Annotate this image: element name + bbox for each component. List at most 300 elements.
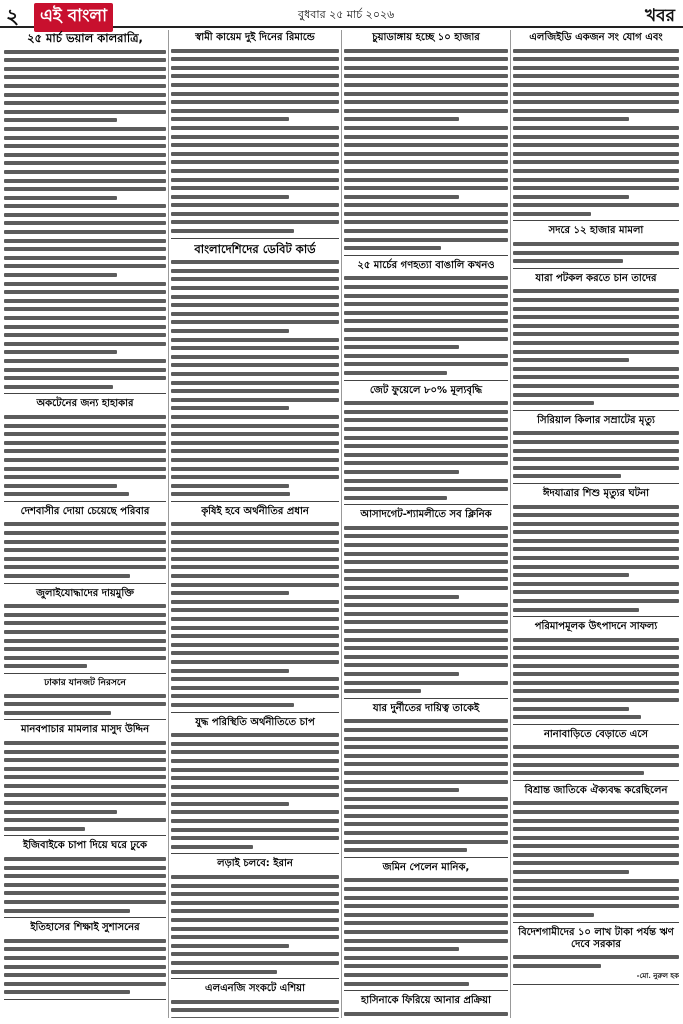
text-line xyxy=(4,187,166,191)
text-line xyxy=(4,711,111,715)
newspaper-logo[interactable]: এই বাংলা xyxy=(34,3,113,32)
text-line xyxy=(344,238,508,242)
text-line xyxy=(344,220,508,224)
text-line xyxy=(344,560,508,564)
text-line xyxy=(171,57,339,61)
text-line xyxy=(344,143,508,147)
text-line xyxy=(513,117,629,121)
column-2 xyxy=(171,30,339,1018)
text-line xyxy=(171,970,277,974)
text-line xyxy=(171,49,339,53)
text-line xyxy=(513,324,679,328)
text-line xyxy=(171,944,289,948)
text-line xyxy=(344,982,469,986)
text-line xyxy=(344,737,508,741)
text-line xyxy=(171,269,339,273)
text-line xyxy=(171,381,339,385)
news-article[interactable] xyxy=(513,32,679,221)
text-line xyxy=(513,698,679,702)
text-line xyxy=(4,93,166,97)
text-line xyxy=(344,788,459,792)
text-line xyxy=(344,878,508,882)
text-line xyxy=(4,793,166,797)
news-article[interactable] xyxy=(513,729,679,781)
text-line xyxy=(344,814,508,818)
text-line xyxy=(4,441,166,445)
text-line xyxy=(171,531,339,535)
text-line xyxy=(513,74,679,78)
text-line xyxy=(513,152,679,156)
text-line xyxy=(513,853,679,857)
article-headline[interactable]: যার দুর্নীতের দায়িত্ব তাকেই xyxy=(372,702,480,714)
text-line xyxy=(344,797,508,801)
news-article[interactable] xyxy=(4,506,166,584)
article-divider xyxy=(513,483,679,484)
text-line xyxy=(171,492,290,496)
text-line xyxy=(513,638,679,642)
article-body xyxy=(513,801,679,917)
text-line xyxy=(344,169,508,173)
text-line xyxy=(4,58,166,62)
text-line xyxy=(513,522,679,526)
text-line xyxy=(344,294,508,298)
text-line xyxy=(4,136,166,140)
text-line xyxy=(4,621,166,625)
text-line xyxy=(4,247,166,251)
text-line xyxy=(344,92,508,96)
text-line xyxy=(171,277,339,281)
text-line xyxy=(4,857,166,861)
article-headline[interactable]: ঢাকার যানজট নিরসনে xyxy=(44,677,126,688)
column-divider xyxy=(168,30,169,1018)
text-line xyxy=(171,884,339,888)
text-line xyxy=(513,367,679,371)
text-line xyxy=(171,432,339,436)
article-divider xyxy=(344,504,508,505)
news-article[interactable] xyxy=(171,506,339,713)
text-line xyxy=(344,939,508,943)
text-line xyxy=(171,286,339,290)
text-line xyxy=(344,444,508,448)
article-body xyxy=(513,505,679,612)
text-line xyxy=(344,577,508,581)
text-line xyxy=(171,785,339,789)
text-line xyxy=(344,913,508,917)
text-line xyxy=(344,57,508,61)
article-headline[interactable]: পরিমাপমূলক উৎপাদনে সাফল্য xyxy=(534,621,658,633)
article-headline[interactable]: যুদ্ধ পরিস্থিতি অর্থনীতিতে চাপ xyxy=(195,716,315,728)
text-line xyxy=(513,203,679,207)
news-article[interactable] xyxy=(4,588,166,674)
text-line xyxy=(171,703,294,707)
news-article[interactable] xyxy=(171,32,339,239)
text-line xyxy=(171,203,339,207)
article-headline[interactable]: ইতিহাসের শিক্ষাই সুশাসনের xyxy=(30,922,140,934)
text-line xyxy=(513,109,679,113)
text-line xyxy=(171,441,339,445)
article-headline[interactable]: জমিন পেলেন মানিক, xyxy=(382,861,470,873)
text-line xyxy=(171,143,339,147)
text-line xyxy=(171,169,339,173)
text-line xyxy=(171,634,339,638)
article-divider xyxy=(344,990,508,991)
text-line xyxy=(4,110,166,114)
text-line xyxy=(513,896,679,900)
section-title: খবর xyxy=(645,6,675,26)
news-article[interactable] xyxy=(4,398,166,502)
text-line xyxy=(4,973,166,977)
news-article[interactable] xyxy=(4,678,166,720)
news-article[interactable] xyxy=(4,922,166,1000)
text-line xyxy=(4,350,117,354)
article-divider xyxy=(513,922,679,923)
text-line xyxy=(171,892,339,896)
text-line xyxy=(344,496,447,500)
text-line xyxy=(4,801,166,805)
news-article[interactable] xyxy=(344,385,508,506)
news-article[interactable] xyxy=(4,724,166,836)
text-line xyxy=(171,229,294,233)
text-line xyxy=(344,534,508,538)
article-headline[interactable]: জেট ফুয়েলে ৮০% মূল্যবৃদ্ধি xyxy=(369,384,483,396)
text-line xyxy=(513,754,679,758)
article-headline[interactable]: বাংলাদেশিদের ডেবিট কার্ড xyxy=(194,241,316,256)
news-article[interactable] xyxy=(344,260,508,381)
text-line xyxy=(344,930,508,934)
text-line xyxy=(171,449,339,453)
article-headline[interactable]: বিদেশগামীদের ১০ লাখ টাকা পর্যন্ত ঋণ দেবে সরকার xyxy=(518,926,674,950)
text-line xyxy=(344,195,459,199)
article-divider xyxy=(4,999,166,1000)
text-line xyxy=(513,539,679,543)
text-line xyxy=(513,664,679,668)
text-line xyxy=(513,582,679,586)
text-line xyxy=(513,590,679,594)
article-headline[interactable]: কৃষিই হবে অর্থনীতির প্রধান xyxy=(201,505,309,517)
text-line xyxy=(4,639,166,643)
text-line xyxy=(513,681,679,685)
text-line xyxy=(171,591,289,595)
news-article[interactable] xyxy=(344,509,508,698)
text-line xyxy=(4,548,166,552)
article-body xyxy=(513,745,679,775)
text-line xyxy=(344,586,508,590)
text-line xyxy=(171,669,289,673)
text-line xyxy=(344,117,459,121)
text-line xyxy=(513,100,679,104)
article-divider xyxy=(4,917,166,918)
article-headline[interactable]: নানাবাড়িতে বেড়াতে এসে xyxy=(543,728,649,740)
text-line xyxy=(513,341,679,345)
article-body xyxy=(4,415,166,496)
text-line xyxy=(4,458,166,462)
text-line xyxy=(4,127,166,131)
text-line xyxy=(344,126,508,130)
text-line xyxy=(513,913,594,917)
text-line xyxy=(344,689,421,693)
text-line xyxy=(513,513,679,517)
news-article[interactable] xyxy=(171,243,339,502)
article-body xyxy=(344,401,508,500)
text-line xyxy=(344,887,508,891)
text-line xyxy=(513,879,679,883)
text-line xyxy=(171,875,339,879)
article-headline[interactable]: দেশবাসীর দোয়া চেয়েছে পরিবার xyxy=(20,505,150,517)
text-line xyxy=(171,776,339,780)
news-article[interactable] xyxy=(344,703,508,858)
article-headline[interactable]: স্বামী কায়েম দুই দিনের রিমান্ডে xyxy=(195,32,315,43)
text-line xyxy=(513,457,679,461)
article-body xyxy=(344,49,508,251)
news-article[interactable] xyxy=(344,995,508,1018)
text-line xyxy=(513,819,679,823)
text-line xyxy=(513,242,679,246)
text-line xyxy=(4,75,166,79)
text-line xyxy=(4,866,166,870)
text-line xyxy=(171,583,339,587)
text-line xyxy=(513,375,679,379)
article-body xyxy=(513,431,679,478)
news-article[interactable] xyxy=(513,785,679,923)
article-divider xyxy=(344,857,508,858)
text-line xyxy=(171,759,339,763)
text-line xyxy=(171,260,339,264)
text-line xyxy=(171,398,339,402)
text-line xyxy=(171,522,339,526)
text-line xyxy=(513,573,629,577)
article-body xyxy=(344,719,508,852)
text-line xyxy=(4,656,166,660)
text-line xyxy=(513,955,679,959)
text-line xyxy=(513,332,679,336)
text-line xyxy=(171,220,339,224)
news-article[interactable] xyxy=(4,840,166,918)
text-line xyxy=(4,565,166,569)
article-headline[interactable]: অকটেনের জন্য হাহাকার xyxy=(36,398,134,410)
text-line xyxy=(344,896,508,900)
text-line xyxy=(344,780,508,784)
news-article[interactable] xyxy=(344,32,508,256)
text-line xyxy=(171,557,339,561)
text-line xyxy=(171,901,339,905)
article-headline[interactable]: এলজিইডি একজন সং যোগ এবং xyxy=(529,32,663,43)
text-line xyxy=(171,363,339,367)
text-line xyxy=(513,178,679,182)
text-line xyxy=(344,663,508,667)
text-line xyxy=(344,461,508,465)
article-divider xyxy=(513,724,679,725)
text-line xyxy=(4,239,166,243)
article-body xyxy=(344,526,508,693)
text-line xyxy=(344,152,508,156)
article-headline[interactable]: লড়াই চলবে: ইরান xyxy=(217,858,293,870)
article-divider xyxy=(513,780,679,781)
article-headline[interactable]: সিরিয়াল কিলার সম্রাটের মৃত্যু xyxy=(537,414,655,426)
text-line xyxy=(171,312,339,316)
text-line xyxy=(171,406,289,410)
text-line xyxy=(344,436,508,440)
text-line xyxy=(4,956,166,960)
article-headline[interactable]: ২৫ মার্চের গণহত্যা বাঙালি কখনও xyxy=(357,259,495,271)
text-line xyxy=(171,109,339,113)
text-line xyxy=(344,646,508,650)
article-headline[interactable]: ইজিবাইকে চাপা দিয়ে ঘরে ঢুকে xyxy=(23,840,147,852)
text-line xyxy=(4,909,130,913)
article-headline[interactable]: জুলাইযোদ্ধাদের দায়মুক্তি xyxy=(36,587,134,599)
article-body xyxy=(4,694,166,715)
text-line xyxy=(171,836,339,840)
article-body xyxy=(4,522,166,578)
text-line xyxy=(344,956,508,960)
article-divider xyxy=(4,393,166,394)
text-line xyxy=(513,393,679,397)
article-headline[interactable]: সদরে ১২ হাজার মামলা xyxy=(548,225,644,237)
text-line xyxy=(4,522,166,526)
text-line xyxy=(513,801,679,805)
text-line xyxy=(344,354,508,358)
text-line xyxy=(344,552,508,556)
news-article[interactable] xyxy=(513,621,679,725)
article-body xyxy=(171,875,339,974)
text-line xyxy=(171,484,289,488)
text-line xyxy=(344,569,508,573)
text-line xyxy=(171,694,339,698)
article-headline[interactable]: আসাদগেট-শ্যামলীতে সব ক্লিনিক xyxy=(360,509,492,521)
article-body xyxy=(513,242,679,263)
news-article[interactable] xyxy=(513,415,679,484)
news-article[interactable] xyxy=(513,488,679,617)
text-line xyxy=(4,613,166,617)
text-line xyxy=(171,574,339,578)
text-line xyxy=(171,819,339,823)
text-line xyxy=(344,728,508,732)
article-body xyxy=(171,522,339,706)
text-line xyxy=(171,92,339,96)
text-line xyxy=(344,285,508,289)
news-article[interactable] xyxy=(513,225,679,268)
article-headline[interactable]: ঈদযাত্রার শিশু মৃত্যুর ঘটনা xyxy=(543,487,649,499)
text-line xyxy=(4,965,166,969)
text-line xyxy=(171,750,339,754)
text-line xyxy=(513,599,679,603)
text-line xyxy=(4,432,166,436)
article-headline[interactable]: যারা পটকল করতে চান তাদের xyxy=(535,272,657,284)
text-line xyxy=(344,771,508,775)
text-line xyxy=(171,467,339,471)
text-line xyxy=(344,418,508,422)
text-line xyxy=(513,608,639,612)
text-line xyxy=(344,805,508,809)
page-number: ২ xyxy=(6,4,20,28)
text-line xyxy=(4,118,117,122)
article-headline[interactable]: এলএনজি সংকটে এশিয়া xyxy=(205,983,305,995)
text-line xyxy=(344,410,508,414)
article-body xyxy=(513,638,679,719)
text-line xyxy=(513,49,679,53)
news-article[interactable] xyxy=(513,927,679,985)
text-line xyxy=(4,196,117,200)
text-line xyxy=(344,543,508,547)
text-line xyxy=(513,358,629,362)
text-line xyxy=(344,921,508,925)
news-article[interactable] xyxy=(4,32,166,394)
news-article[interactable] xyxy=(171,983,339,1018)
text-line xyxy=(344,427,508,431)
text-line xyxy=(513,887,679,891)
text-line xyxy=(513,904,679,908)
text-line xyxy=(171,909,339,913)
text-line xyxy=(171,1008,339,1012)
text-line xyxy=(4,342,166,346)
article-headline[interactable]: চুয়াডাঙ্গায় হচ্ছে ১০ হাজার xyxy=(372,32,480,43)
text-line xyxy=(4,221,166,225)
text-line xyxy=(171,415,339,419)
text-line xyxy=(344,311,508,315)
text-line xyxy=(171,338,339,342)
text-line xyxy=(344,371,447,375)
text-line xyxy=(4,758,166,762)
text-line xyxy=(513,844,679,848)
text-line xyxy=(4,827,85,831)
text-line xyxy=(171,540,339,544)
article-headline[interactable]: মানবপাচার মামলার মাসুদ উদ্দিন xyxy=(20,724,150,736)
article-divider xyxy=(4,583,166,584)
text-line xyxy=(171,424,339,428)
text-line xyxy=(171,608,339,612)
news-article[interactable] xyxy=(513,273,679,411)
text-line xyxy=(4,891,166,895)
text-line xyxy=(171,677,339,681)
news-article[interactable] xyxy=(344,862,508,991)
text-line xyxy=(4,415,166,419)
text-line xyxy=(513,66,679,70)
issue-date: বুধবার ২৫ মার্চ ২০২৬ xyxy=(298,8,395,21)
text-line xyxy=(4,282,166,286)
text-line xyxy=(344,74,508,78)
text-line xyxy=(513,771,644,775)
text-line xyxy=(171,475,339,479)
text-line xyxy=(171,845,253,849)
text-line xyxy=(513,289,679,293)
text-line xyxy=(513,707,629,711)
text-line xyxy=(344,904,508,908)
text-line xyxy=(344,595,459,599)
article-headline[interactable]: ২৫ মার্চ ভয়াল কালরাত্রি, xyxy=(27,31,143,45)
text-line xyxy=(4,424,166,428)
text-line xyxy=(171,600,339,604)
article-headline[interactable]: বিশ্রান্ত জাতিকে ঐক্যবদ্ধ করেছিলেন xyxy=(524,784,668,796)
text-line xyxy=(171,83,339,87)
text-line xyxy=(171,117,289,121)
text-line xyxy=(4,376,166,380)
article-divider xyxy=(513,410,679,411)
text-line xyxy=(513,57,679,61)
text-line xyxy=(4,784,166,788)
text-line xyxy=(513,298,679,302)
text-line xyxy=(171,952,339,956)
text-line xyxy=(4,900,166,904)
text-line xyxy=(344,337,508,341)
article-divider xyxy=(171,501,339,502)
article-headline[interactable]: হাসিনাকে ফিরিয়ে আনার প্রক্রিয়া xyxy=(361,995,491,1007)
text-line xyxy=(171,186,339,190)
news-article[interactable] xyxy=(171,717,339,855)
news-article[interactable] xyxy=(171,858,339,979)
text-line xyxy=(4,647,166,651)
text-line xyxy=(4,161,166,165)
text-line xyxy=(171,372,339,376)
article-body xyxy=(513,955,679,968)
